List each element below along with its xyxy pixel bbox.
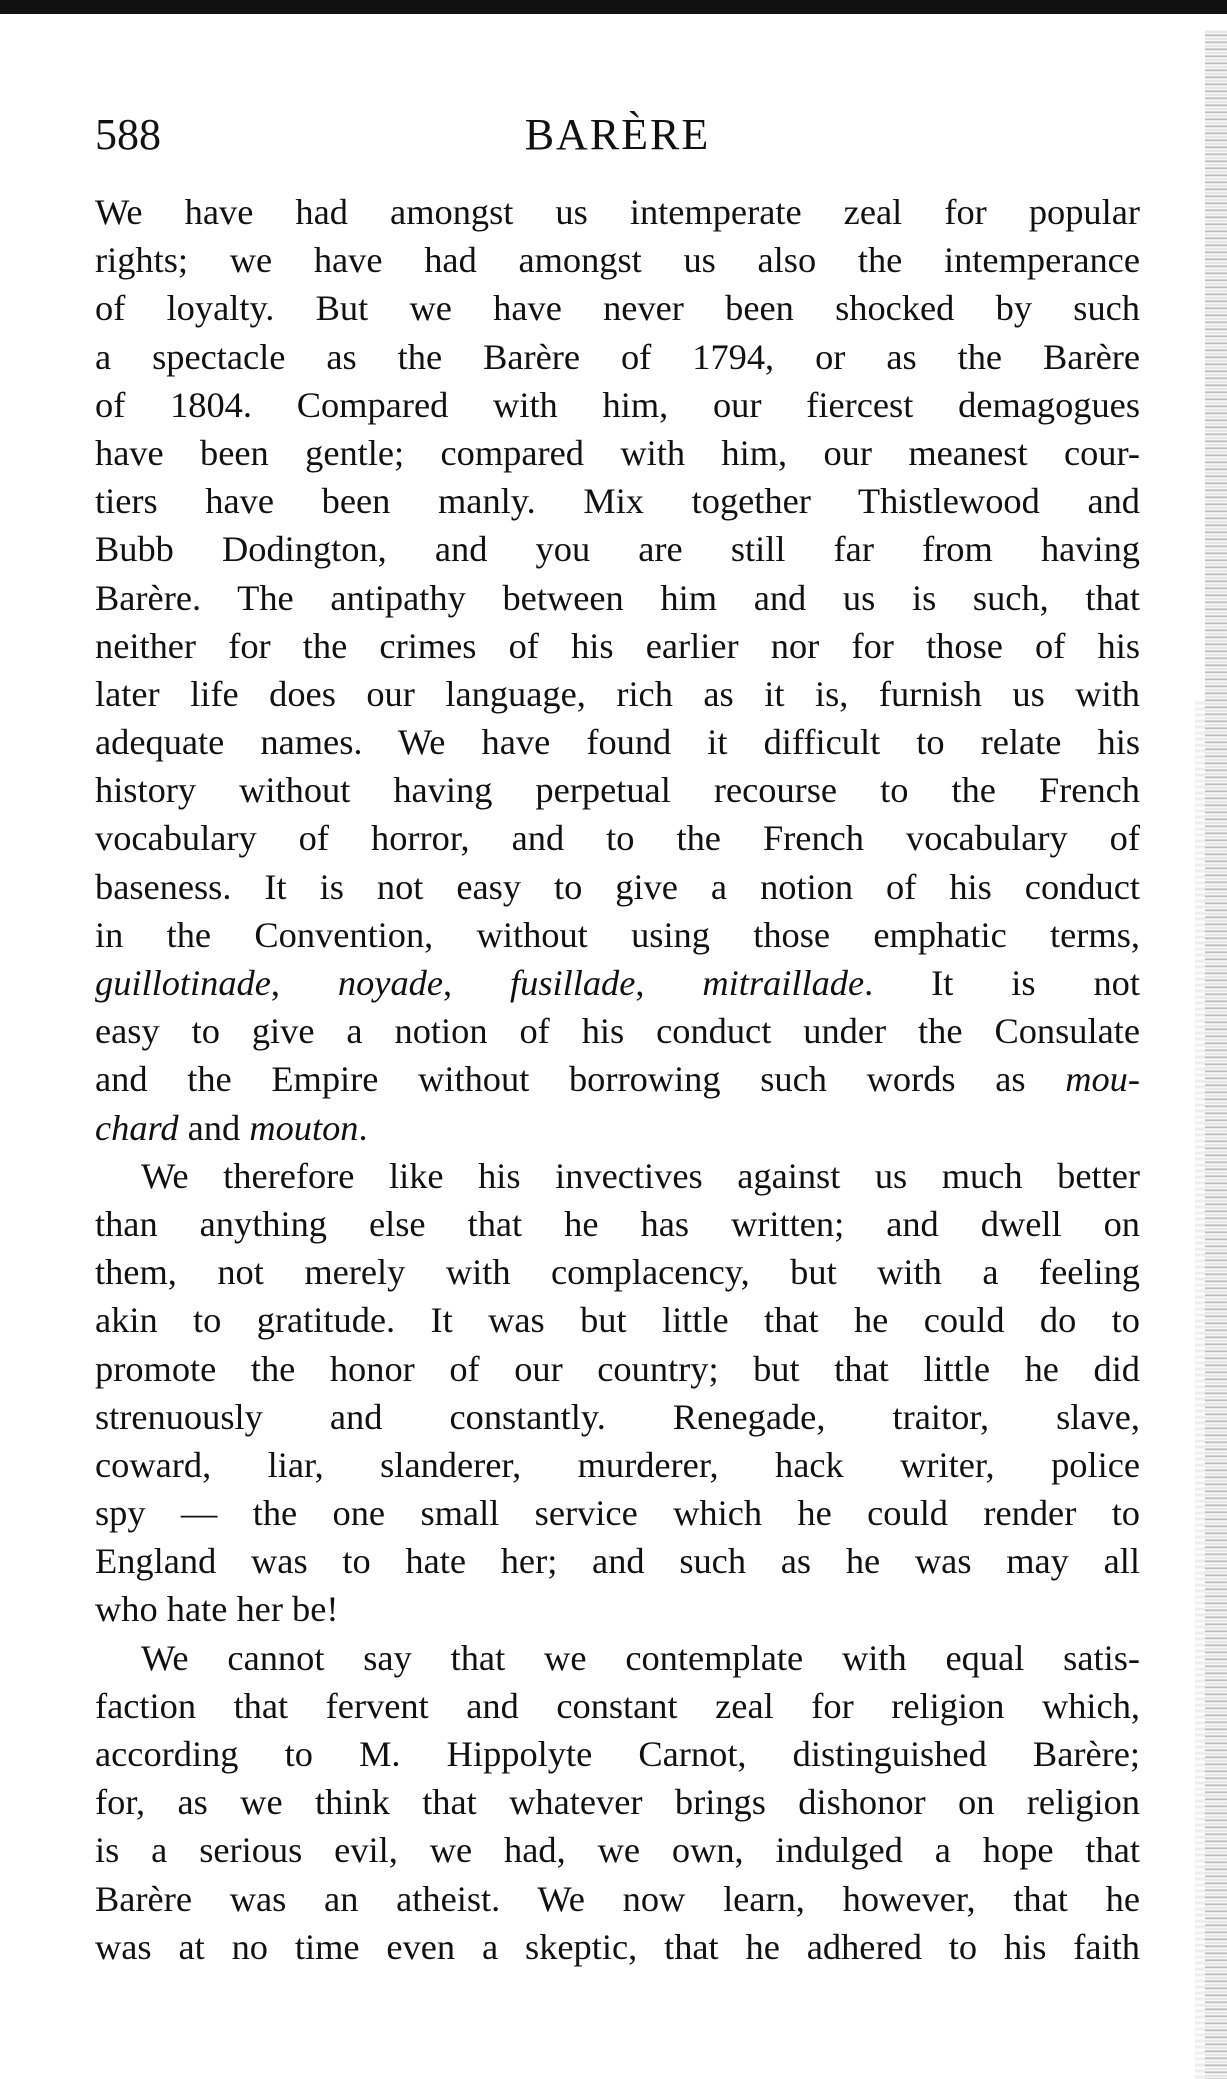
italic-term: mou- [1065,1059,1140,1100]
page-edge-shading-inner [1195,700,1205,2079]
italic-term: mouton [249,1107,359,1148]
text-line: England was to hate her; and such as he was may all [95,1541,1140,1582]
text-line: We have had amongst us intemperate zeal for popular [95,192,1140,232]
line-text: . [358,1107,368,1148]
text-line: of 1804. Compared with him, our fiercest demagogues [95,384,1140,425]
italic-term: fusillade [510,963,636,1003]
text-line: Barère. The antipathy between him and us is such, that [95,577,1140,618]
text-line: later life does our language, rich as it is, furnish us with [95,673,1140,714]
separator: , [443,963,511,1003]
text-line: baseness. It is not easy to give a notion of his conduct [95,866,1140,907]
text-line: spy — the one small service which he could render to [95,1493,1140,1534]
line-text: and the Empire without borrowing such words as [95,1059,1066,1100]
text-line: than anything else that he has written; and dwell on [95,1203,1140,1244]
text-line: easy to give a notion of his conduct under the Consulate [95,1011,1140,1052]
text-line: for, as we think that whatever brings dishonor on religion [95,1782,1140,1823]
text-line: a spectacle as the Barère of 1794, or as the Barère [95,336,1140,377]
text-line: tiers have been manly. Mix together Thistlewood and [95,481,1140,522]
text-line: of loyalty. But we have never been shocked by such [95,288,1140,329]
text-line: according to M. Hippolyte Carnot, distinguished Barère; [95,1734,1140,1774]
text-line: neither for the crimes of his earlier nor for those of his [95,625,1140,666]
italic-term: guillotinade [95,963,271,1003]
italic-term: noyade [337,963,443,1003]
italic-term: mitraillade [702,963,865,1003]
page-edge-shading [1205,30,1227,2079]
text-line: in the Convention, without using those emphatic terms, [95,914,1140,955]
text-line: strenuously and constantly. Renegade, traitor, slave, [95,1396,1140,1437]
line-text: and [178,1107,250,1148]
text-line: them, not merely with complacency, but with a feeling [95,1252,1140,1293]
text-line: was at no time even a skeptic, that he adhered to his faith [95,1926,1140,1967]
line-tail: . It is not [864,963,1140,1003]
text-line: promote the honor of our country; but that little he did [95,1348,1140,1389]
top-border-rule [0,0,1227,14]
text-line: We cannot say that we contemplate with equal satis- [141,1637,1140,1678]
page-number: 588 [95,110,161,159]
separator: , [635,963,703,1003]
text-line: faction that fervent and constant zeal for religion which, [95,1685,1140,1726]
text-line: akin to gratitude. It was but little that he could do to [95,1300,1140,1341]
text-line: who hate her be! [95,1589,339,1630]
text-line: rights; we have had amongst us also the intemperance [95,240,1140,281]
text-line: Barère was an atheist. We now learn, however, that he [95,1878,1140,1919]
text-line: We therefore like his invectives against us much better [141,1155,1140,1196]
separator: , [270,963,338,1003]
text-line-mou [95,1055,1140,1103]
text-line: coward, liar, slanderer, murderer, hack writer, police [95,1444,1140,1485]
text-line: history without having perpetual recourse to the French [95,770,1140,811]
running-head: BARÈRE [524,110,711,159]
text-line: adequate names. We have found it difficult to relate his [95,722,1140,763]
page-header [95,105,1140,175]
text-line: vocabulary of horror, and to the French vocabulary of [95,818,1140,859]
text-line: Bubb Dodington, and you are still far from having [95,529,1140,570]
italic-term: chard [95,1107,179,1148]
text-line: have been gentle; compared with him, our meanest cour- [95,432,1140,473]
text-line: is a serious evil, we had, we own, indulged a hope that [95,1830,1140,1871]
text-line-chard [95,1104,1140,1152]
text-line-italic-terms [95,959,1140,1007]
body-text [95,188,1140,1971]
